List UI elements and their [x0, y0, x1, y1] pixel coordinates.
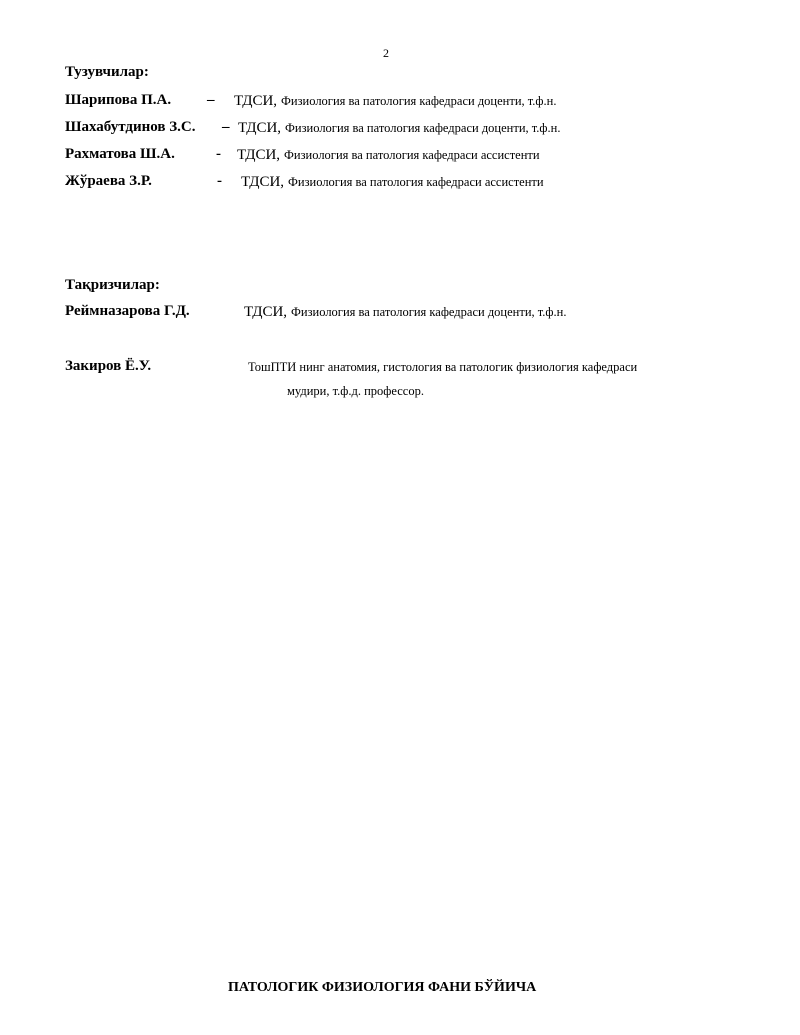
author-position: Физиология ва патология кафедраси доценти, т.ф.н.	[285, 121, 561, 135]
author-name: Шахабутдинов З.С.	[65, 119, 196, 135]
author-dash: –	[222, 119, 230, 135]
author-position: Физиология ва патология кафедраси ассистенти	[288, 175, 544, 189]
footer-title: ПАТОЛОГИК ФИЗИОЛОГИЯ ФАНИ БЎЙИЧА	[228, 980, 537, 995]
author-position: Физиология ва патология кафедраси доценти, т.ф.н.	[281, 94, 557, 108]
author-institution: ТДСИ,	[238, 120, 282, 136]
author-institution: ТДСИ,	[234, 93, 278, 109]
reviewer-institution: ТДСИ,	[244, 304, 288, 320]
author-institution: ТДСИ,	[237, 147, 281, 163]
author-affiliation	[234, 92, 556, 110]
reviewer-affiliation	[244, 303, 566, 321]
author-name: Шарипова П.А.	[65, 92, 172, 108]
reviewer-name: Закиров Ё.У.	[65, 358, 152, 374]
reviewer-position: ТошПТИ нинг анатомия, гистология ва патологик физиология кафедраси	[248, 360, 638, 374]
reviewer-position-continued: мудири, т.ф.д. профессор.	[287, 384, 424, 398]
author-dash: -	[216, 146, 221, 162]
author-dash: –	[207, 92, 215, 108]
author-institution: ТДСИ,	[241, 174, 285, 190]
author-affiliation	[238, 119, 560, 137]
author-name: Рахматова Ш.А.	[65, 146, 175, 162]
author-position: Физиология ва патология кафедраси ассистенти	[284, 148, 540, 162]
page-number: 2	[383, 46, 389, 60]
authors-heading: Тузувчилар:	[65, 64, 149, 80]
reviewer-position: Физиология ва патология кафедраси доценти, т.ф.н.	[291, 305, 567, 319]
author-affiliation	[237, 146, 540, 164]
author-name: Жўраева З.Р.	[65, 173, 152, 189]
reviewer-name: Реймназарова Г.Д.	[65, 303, 190, 319]
author-dash: -	[217, 173, 222, 189]
author-affiliation	[241, 173, 544, 191]
reviewers-heading: Тақризчилар:	[65, 277, 160, 293]
